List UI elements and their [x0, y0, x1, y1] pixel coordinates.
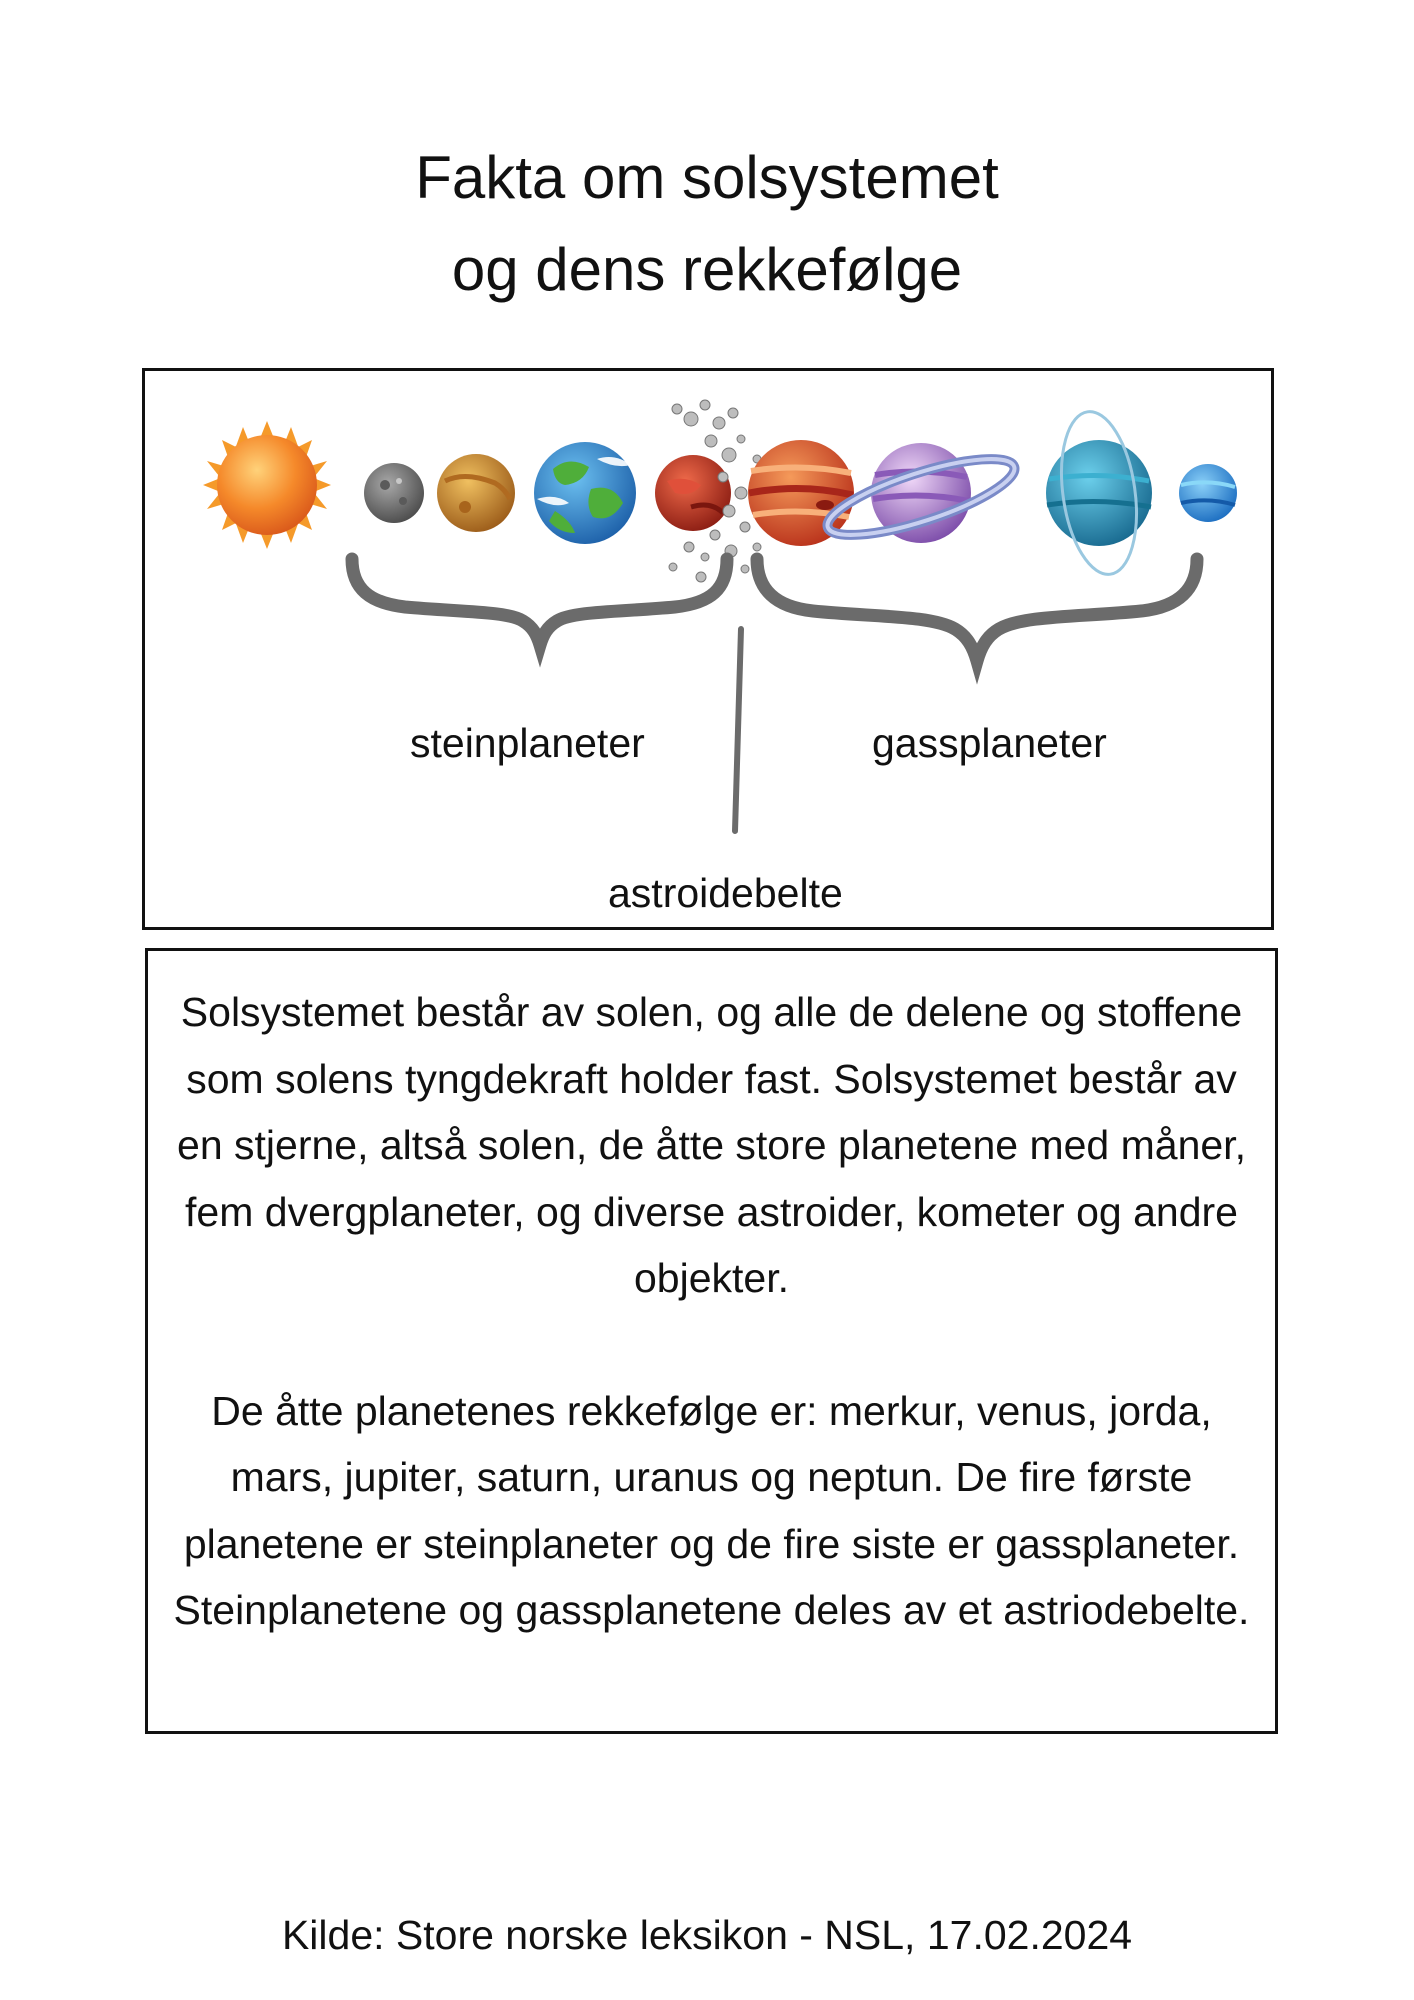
asteroid-belt-label: astroidebelte	[608, 870, 843, 916]
sun-icon	[203, 421, 331, 549]
saturn-icon	[820, 443, 1021, 550]
info-text-box	[145, 948, 1278, 1734]
gas-planets-brace	[757, 559, 1197, 661]
venus-icon	[437, 454, 515, 532]
title-line-2: og dens rekkefølge	[451, 236, 963, 303]
solar-system-illustration	[145, 371, 1271, 927]
mercury-icon	[364, 463, 424, 523]
earth-icon	[534, 442, 636, 544]
source-citation: Kilde: Store norske leksikon - NSL, 17.02.2024	[281, 1912, 1133, 1958]
neptune-icon	[1179, 464, 1237, 522]
info-paragraph-1: Solsystemet består av solen, og alle de delene og stoffene som solens tyngdekraft holder fast. Solsystemet består av en stjerne, altså solen, de åtte store planetene med måner, fem dvergplaneter, og diverse astroider, kometer og andre objekter.	[177, 989, 1246, 1301]
solar-system-diagram	[142, 368, 1274, 930]
rocky-planets-brace	[352, 559, 727, 645]
mars-icon	[655, 455, 731, 531]
asteroid-belt-pointer	[735, 629, 741, 831]
title-line-1: Fakta om solsystemet	[415, 144, 999, 211]
rocky-planets-label: steinplaneter	[410, 720, 645, 766]
gas-planets-label: gassplaneter	[872, 720, 1107, 766]
uranus-icon	[1046, 407, 1152, 579]
page-title	[0, 132, 1414, 316]
info-paragraph-2: De åtte planetenes rekkefølge er: merkur, venus, jorda, mars, jupiter, saturn, uranus og neptun. De fire første planetene er steinplaneter og de fire siste er gassplaneter. Steinplanetene og gassplanetene deles av et astriodebelte.	[173, 1387, 1250, 1633]
